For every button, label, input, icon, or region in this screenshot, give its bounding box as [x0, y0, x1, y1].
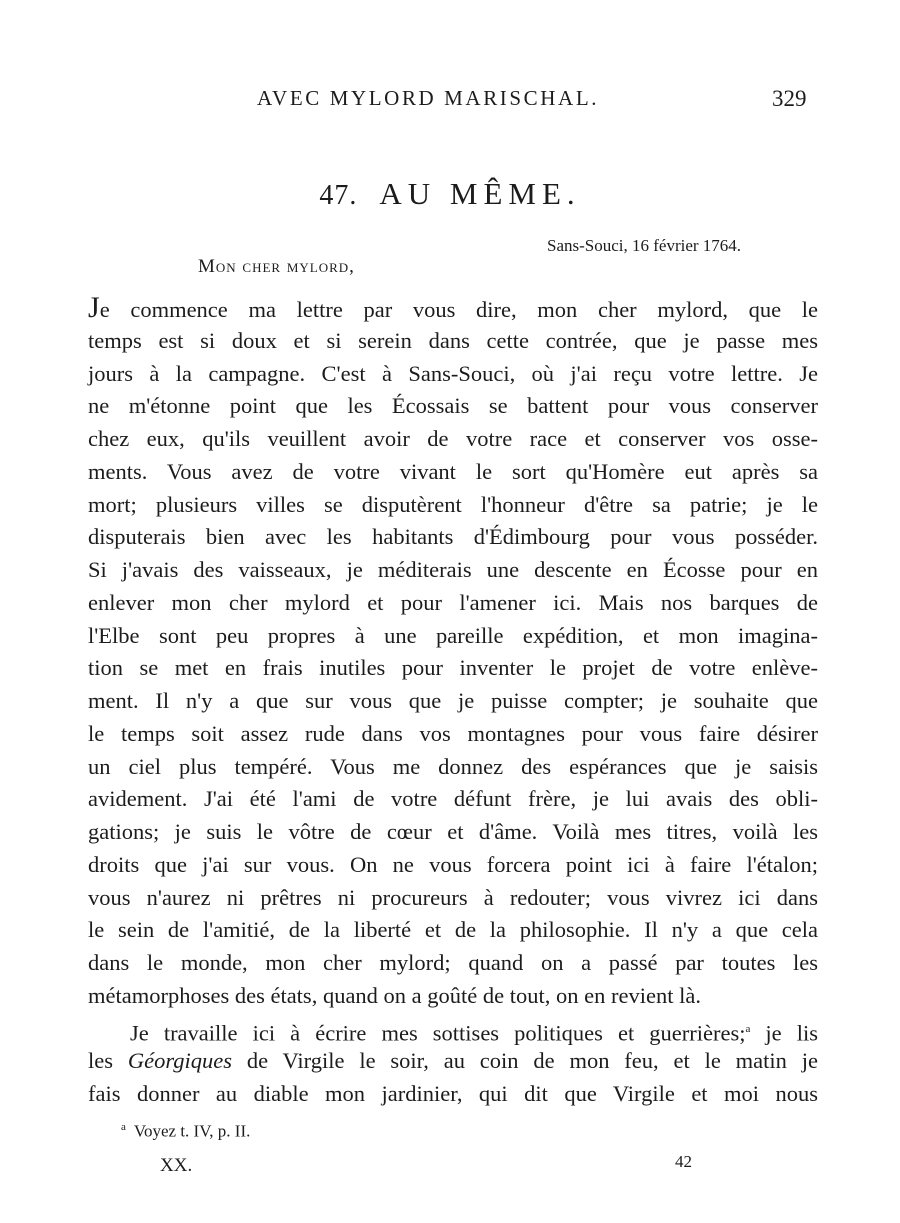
page-number: 329: [772, 86, 807, 111]
body-line: le temps soit assez rude dans vos montagnes pour vous faire désirer: [88, 720, 818, 746]
running-head: [0, 86, 900, 116]
letter-number: 47.: [319, 180, 358, 211]
body-line: métamorphoses des états, quand on a goûté de tout, on en revient là.: [88, 982, 701, 1008]
dateline: Sans-Souci, 16 février 1764.: [547, 236, 742, 255]
body-line: le sein de l'amitié, de la liberté et de la philosophie. Il n'y a que cela: [88, 917, 818, 943]
body-line: Si j'avais des vaisseaux, je méditerais une descente en Écosse pour en: [88, 557, 818, 582]
body-line: temps est si doux et si serein dans cette contrée, que je passe mes: [88, 327, 818, 353]
salutation: Mon cher mylord,: [198, 256, 355, 277]
body-line: un ciel plus tempéré. Vous me donnez des espérances que je saisis: [88, 753, 818, 779]
book-title: Géorgiques: [127, 1048, 232, 1074]
body-line: tion se met en frais inutiles pour inventer le projet de votre enlève-: [88, 655, 818, 681]
body-line: ments. Vous avez de votre vivant le sort qu'Homère eut après sa: [88, 458, 818, 484]
body-line: disputerais bien avec les habitants d'Édimbourg pour vous posséder.: [88, 524, 818, 550]
letter-body: [88, 292, 818, 1111]
body-line: gations; je suis le vôtre de cœur et d'âme. Voilà mes titres, voilà les: [88, 819, 818, 844]
body-line: fais donner au diable mon jardinier, qui dit que Virgile et moi nous: [88, 1081, 818, 1106]
body-line: ment. Il n'y a que sur vous que je puisse compter; je souhaite que: [88, 688, 818, 713]
body-line: Je commence ma lettre par vous dire, mon cher mylord, que le: [88, 291, 818, 324]
volume-signature: XX.: [160, 1155, 193, 1176]
drop-cap: J: [88, 291, 100, 324]
body-line: l'Elbe sont peu propres à une pareille expédition, et mon imagina-: [88, 622, 818, 648]
body-line: jours à la campagne. C'est à Sans-Souci, où j'ai reçu votre lettre. Je: [88, 360, 818, 386]
running-title: AVEC MYLORD MARISCHAL.: [257, 86, 600, 110]
letter-title: AU MÊME.: [379, 176, 581, 211]
body-line: les Géorgiques de Virgile le soir, au coin de mon feu, et le matin je: [88, 1048, 818, 1074]
body-line: vous n'aurez ni prêtres ni procureurs à redouter; vous vivrez ici dans: [88, 884, 818, 910]
body-line: dans le monde, mon cher mylord; quand on a passé par toutes les: [88, 950, 818, 975]
gathering-number: 42: [675, 1152, 692, 1171]
footnote-mark: a: [121, 1121, 126, 1133]
body-line: ne m'étonne point que les Écossais se battent pour vous conserver: [88, 393, 818, 419]
body-line: chez eux, qu'ils veuillent avoir de votre race et conserver vos osse-: [88, 426, 818, 451]
body-line: droits que j'ai sur vous. On ne vous forcera point ici à faire l'étalon;: [88, 851, 818, 877]
body-line: Je travaille ici à écrire mes sottises politiques et guerrières;$^a$ je lis: [130, 1020, 819, 1045]
letter-heading: [0, 176, 900, 212]
body-line: enlever mon cher mylord et pour l'amener ici. Mais nos barques de: [88, 589, 818, 615]
body-line: mort; plusieurs villes se disputèrent l'honneur d'être sa patrie; je le: [88, 491, 818, 517]
footnote: [121, 1121, 250, 1142]
body-line: avidement. J'ai été l'ami de votre défunt frère, je lui avais des obli-: [88, 786, 818, 812]
footnote-ref: a: [745, 1022, 751, 1035]
footnote-text: Voyez t. IV, p. II.: [133, 1121, 251, 1141]
